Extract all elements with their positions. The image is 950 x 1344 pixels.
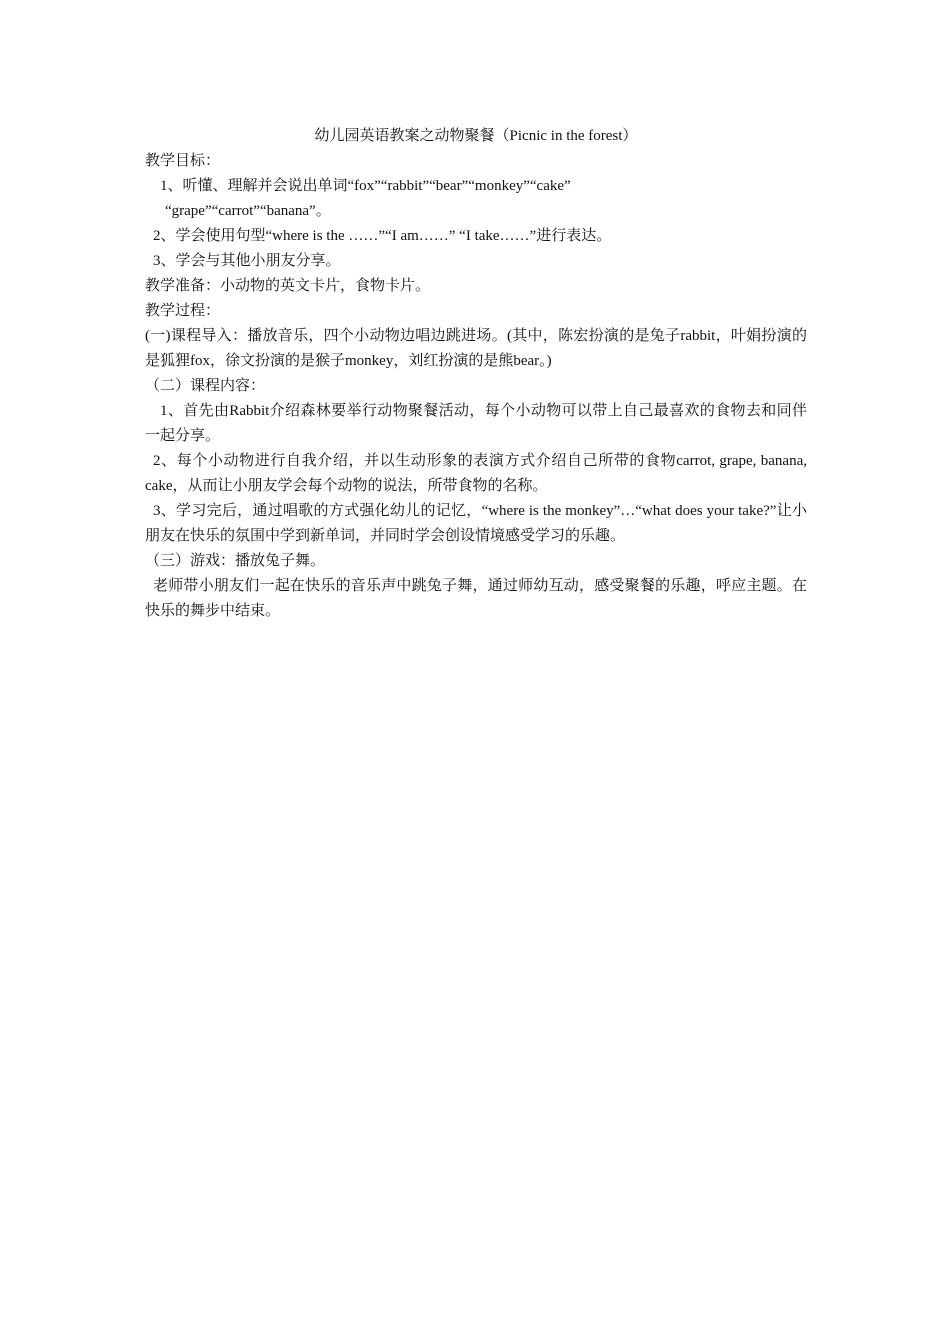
content-item-1: 1、首先由Rabbit介绍森林要举行动物聚餐活动，每个小动物可以带上自己最喜欢的食物去和同伴一起分享。 (145, 403, 807, 444)
teaching-preparation: 教学准备：小动物的英文卡片，食物卡片。 (145, 278, 431, 294)
objective-2: 2、学会使用句型“where is the ……”“I am……” “I take……”进行表达。 (153, 228, 612, 244)
game-description: 老师带小朋友们一起在快乐的音乐声中跳兔子舞，通过师幼互动，感受聚餐的乐趣，呼应主题。在快乐的舞步中结束。 (145, 578, 807, 619)
content-item-3: 3、学习完后，通过唱歌的方式强化幼儿的记忆，“where is the monkey”…“what does your take?”让小朋友在快乐的氛围中学到新单词，并同时学会创设情境感受学习的乐趣。 (145, 503, 807, 544)
section-3-heading: （三）游戏：播放兔子舞。 (145, 553, 326, 569)
content-item-2: 2、每个小动物进行自我介绍，并以生动形象的表演方式介绍自己所带的食物carrot, grape, banana, cake，从而让小朋友学会每个动物的说法，所带食物的名称。 (145, 453, 807, 494)
section-2-heading: （二）课程内容： (145, 378, 266, 394)
objectives-heading: 教学目标： (145, 153, 221, 169)
section-1-intro: (一)课程导入：播放音乐，四个小动物边唱边跳进场。(其中，陈宏扮演的是兔子rabbit，叶娟扮演的是狐狸fox，徐文扮演的是猴子monkey，刘红扮演的是熊bear。) (145, 328, 807, 369)
objective-3: 3、学会与其他小朋友分享。 (153, 253, 341, 269)
document-body (145, 124, 807, 624)
process-heading: 教学过程： (145, 303, 221, 319)
document-title: 幼儿园英语教案之动物聚餐（Picnic in the forest） (314, 128, 638, 144)
objective-1-line-1: 1、听懂、理解并会说出单词“fox”“rabbit”“bear”“monkey”“cake” (160, 178, 571, 194)
objective-1-line-2: “grape”“carrot”“banana”。 (165, 203, 331, 219)
